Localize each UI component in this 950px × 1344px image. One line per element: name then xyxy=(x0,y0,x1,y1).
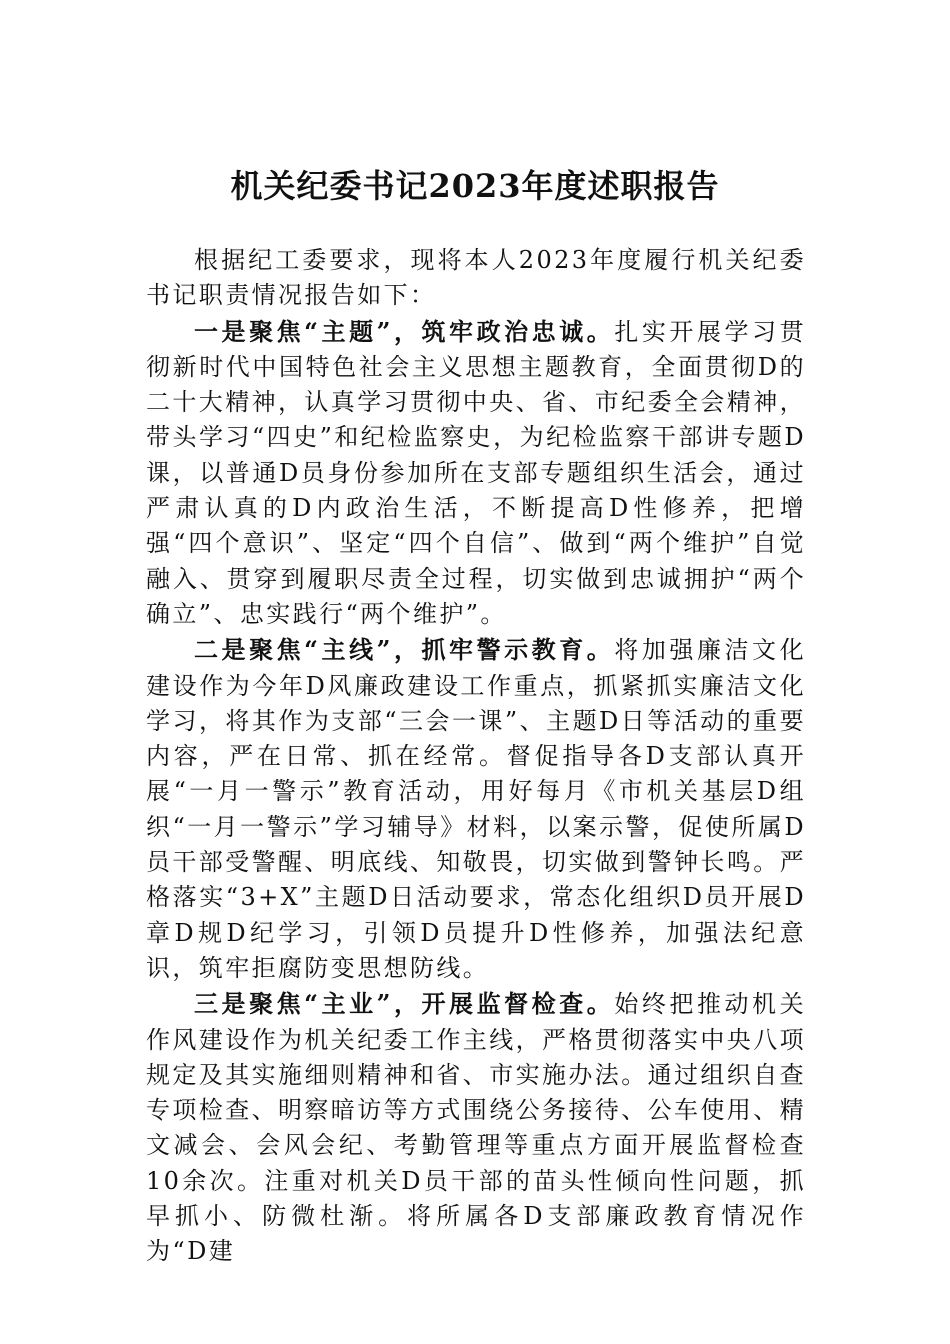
section-paragraph-3 xyxy=(146,986,806,1269)
section-text-3: 始终把推动机关作风建设作为机关纪委工作主线，严格贯彻落实中央八项规定及其实施细则精神和省、市实施办法。通过组织自查专项检查、明察暗访等方式围绕公务接待、公车使用、精文减会、会风会纪、考勤管理等重点方面开展监督检查10余次。注重对机关D员干部的苗头性倾向性问题，抓早抓小、防微杜渐。将所属各D支部廉政教育情况作为“D建 xyxy=(146,990,806,1266)
document-title: 机关纪委书记2023年度述职报告 xyxy=(230,167,720,205)
section-paragraph-1 xyxy=(146,314,806,633)
section-heading-2: 二是聚焦“主线”，抓牢警示教育。 xyxy=(194,635,615,665)
section-heading-1: 一是聚焦“主题”，筑牢政治忠诚。 xyxy=(194,316,615,346)
document-body xyxy=(146,243,806,1270)
section-paragraph-2 xyxy=(146,632,806,986)
section-text-2: 将加强廉洁文化建设作为今年D风廉政建设工作重点，抓紧抓实廉洁文化学习，将其作为支部“三会一课”、主题D日等活动的重要内容，严在日常、抓在经常。督促指导各D支部认真开展“一月一警示”教育活动，用好每月《市机关基层D组织“一月一警示”学习辅导》材料，以案示警，促使所属D员干部受警醒、明底线、知敬畏，切实做到警钟长鸣。严格落实“3+X”主题D日活动要求，常态化组织D员开展D章D规D纪学习，引领D员提升D性修养，加强法纪意识，筑牢拒腐防变思想防线。 xyxy=(146,636,806,982)
section-heading-3: 三是聚焦“主业”，开展监督检查。 xyxy=(194,989,615,1019)
intro-paragraph: 根据纪工委要求，现将本人2023年度履行机关纪委书记职责情况报告如下： xyxy=(146,246,806,310)
section-text-1: 扎实开展学习贯彻新时代中国特色社会主义思想主题教育，全面贯彻D的二十大精神，认真学习贯彻中央、省、市纪委全会精神，带头学习“四史”和纪检监察史，为纪检监察干部讲专题D课，以普通D员身份参加所在支部专题组织生活会，通过严肃认真的D内政治生活，不断提高D性修养，把增强“四个意识”、坚定“四个自信”、做到“两个维护”自觉融入、贯穿到履职尽责全过程，切实做到忠诚拥护“两个确立”、忠实践行“两个维护”。 xyxy=(146,317,806,628)
